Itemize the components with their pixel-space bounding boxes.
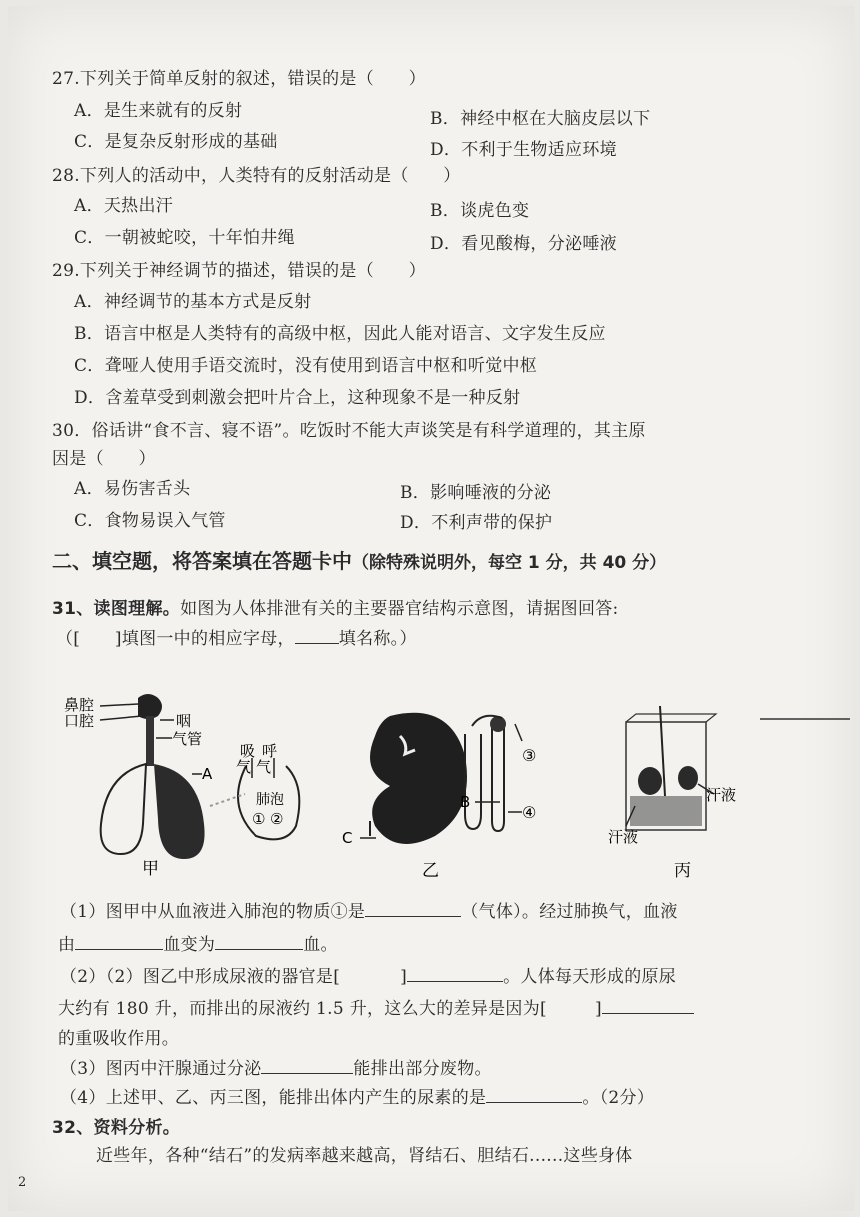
trachea-shape <box>146 716 154 766</box>
section-2-heading <box>52 545 666 574</box>
q30-stem-line2: 因是（ ） <box>52 449 156 469</box>
q27-option-b: B．神经中枢在大脑皮层以下 <box>430 109 651 129</box>
caption-jia: 甲 <box>142 859 159 879</box>
q27-option-c: C．是复杂反射形成的基础 <box>74 132 278 152</box>
nephron-tubule-shape <box>465 734 481 829</box>
label-circle-4: ④ <box>522 803 537 822</box>
left-lung-shape <box>101 764 146 854</box>
label-circle-1: ① <box>252 810 266 828</box>
label-a: A <box>202 765 213 783</box>
caption-yi: 乙 <box>422 861 439 881</box>
q31-part4-blank <box>486 1086 582 1103</box>
q31-part3-line <box>60 1054 492 1079</box>
q31-part2-blank-1 <box>407 965 503 982</box>
q32-heading: 32、资料分析。 <box>52 1118 181 1138</box>
q31-part2-text-e: ] <box>594 999 602 1019</box>
q31-part2-line3: 的重吸收作用。 <box>58 1029 180 1049</box>
q30-option-c: C．食物易误入气管 <box>74 511 226 531</box>
q31-part1-blank-2 <box>75 933 163 950</box>
nasal-cavity-shape <box>138 694 162 719</box>
q31-part2-text-a: （2）（2）图乙中形成尿液的器官是[ <box>60 967 341 987</box>
q31-part4-text-b: 。（2分） <box>582 1088 655 1108</box>
q31-part2-blank-2 <box>602 997 694 1014</box>
caption-bing: 丙 <box>674 861 691 881</box>
sweat-gland-left <box>638 767 662 795</box>
q31-part1-blank-1 <box>365 900 461 917</box>
q27-option-a: A．是生来就有的反射 <box>74 101 243 121</box>
q31-part1-line2 <box>58 930 338 955</box>
kidney-shape <box>370 713 467 844</box>
label-oral-cavity: 口腔 <box>64 712 95 730</box>
q31-stem: 如图为人体排泄有关的主要器官结构示意图，请据图回答: <box>180 599 619 619</box>
q31-stem-line <box>52 594 619 619</box>
section-2-note: （除特殊说明外，每空 1 分，共 40 分） <box>352 553 667 573</box>
q28-stem: 28.下列人的活动中，人类特有的反射活动是（ ） <box>52 166 461 186</box>
q31-hint-2: 填名称。） <box>338 629 417 649</box>
q28-option-a: A．天热出汗 <box>74 196 174 216</box>
figure-yi-kidney <box>342 713 536 881</box>
q31-hint-blank <box>295 627 339 644</box>
label-sweat-right: 汗液 <box>706 786 737 804</box>
q31-part2-line1 <box>60 962 676 987</box>
q29-stem: 29.下列关于神经调节的描述，错误的是（ ） <box>52 261 426 281</box>
label-nasal-cavity: 鼻腔 <box>64 696 95 714</box>
q31-part2-line2 <box>58 994 694 1019</box>
excretion-organs-figure <box>60 686 850 886</box>
q30-option-a: A．易伤害舌头 <box>74 479 191 499</box>
label-circle-3: ③ <box>522 746 537 765</box>
q28-option-d: D．看见酸梅，分泌唾液 <box>430 234 617 254</box>
figure-jia-lungs <box>64 694 299 879</box>
q30-option-b: B．影响唾液的分泌 <box>400 483 552 503</box>
label-sweat-left: 汗液 <box>608 828 639 846</box>
label-alveolus: 肺泡 <box>256 792 284 808</box>
q31-part3-text-b: 能排出部分废物。 <box>353 1059 492 1079</box>
label-breathe-in: 吸 <box>240 742 256 760</box>
q31-part2-text-d: 大约有 180 升，而排出的尿液约 1.5 升，这么大的差异是因为[ <box>58 999 547 1019</box>
q31-part1-line1 <box>60 897 678 922</box>
page-number: 2 <box>18 1175 27 1190</box>
figure-bing-skin <box>608 706 736 881</box>
q27-option-d: D．不利于生物适应环境 <box>430 140 617 160</box>
q30-option-d: D．不利声带的保护 <box>400 513 553 533</box>
q29-option-b: B．语言中枢是人类特有的高级中枢，因此人能对语言、文字发生反应 <box>74 324 606 344</box>
q31-part1-text-a: （1）图甲中从血液进入肺泡的物质①是 <box>60 902 366 922</box>
label-trachea: 气管 <box>172 730 203 748</box>
section-2-title: 二、填空题，将答案填在答题卡中 <box>52 549 352 573</box>
q31-part4-text-a: （4）上述甲、乙、丙三图，能排出体内产生的尿素的是 <box>60 1088 487 1108</box>
label-circle-2: ② <box>270 810 284 828</box>
q31-hint-1: （[ ]填图一中的相应字母， <box>56 629 295 649</box>
q31-part4-line <box>60 1083 654 1108</box>
label-pharynx: 咽 <box>176 712 192 730</box>
q27-stem: 27.下列关于简单反射的叙述，错误的是（ ） <box>52 69 426 89</box>
q31-part3-text-a: （3）图丙中汗腺通过分泌 <box>60 1059 262 1079</box>
q32-text: 近些年，各种“结石”的发病率越来越高，肾结石、胆结石......这些身体 <box>96 1146 633 1166</box>
label-gas-2: 气 <box>256 758 272 776</box>
q28-option-c: C．一朝被蛇咬，十年怕井绳 <box>74 228 295 248</box>
q31-part2-text-b: ] <box>400 967 408 987</box>
q29-option-a: A．神经调节的基本方式是反射 <box>74 292 312 312</box>
q31-part1-text-b: （气体）。经过肺换气，血液 <box>461 902 678 922</box>
q31-part1-text-c: 由 <box>58 935 76 955</box>
right-lung-shape <box>154 764 205 859</box>
q29-option-d: D．含羞草受到刺激会把叶片合上，这种现象不是一种反射 <box>74 388 521 408</box>
q31-part2-text-c: 。人体每天形成的原尿 <box>503 967 677 987</box>
q28-option-b: B．谈虎色变 <box>430 201 530 221</box>
q31-part3-blank <box>261 1057 353 1074</box>
label-breathe-out: 呼 <box>262 742 278 760</box>
q31-heading: 31、读图理解。 <box>52 599 181 619</box>
q30-stem-line1: 30．俗话讲“食不言、寝不语”。吃饭时不能大声谈笑是有科学道理的，其主原 <box>52 421 646 441</box>
q31-hint-line <box>56 624 417 649</box>
label-b: B <box>460 793 471 811</box>
label-c: C <box>342 829 353 847</box>
q29-option-c: C．聋哑人使用手语交流时，没有使用到语言中枢和听觉中枢 <box>74 356 538 376</box>
q31-part1-blank-3 <box>215 933 303 950</box>
label-gas-1: 气 <box>236 758 252 776</box>
q31-part1-text-d: 血变为 <box>163 935 216 955</box>
q31-part1-text-e: 血。 <box>303 935 338 955</box>
sweat-gland-right <box>678 766 698 790</box>
glomerulus-shape <box>490 716 506 732</box>
